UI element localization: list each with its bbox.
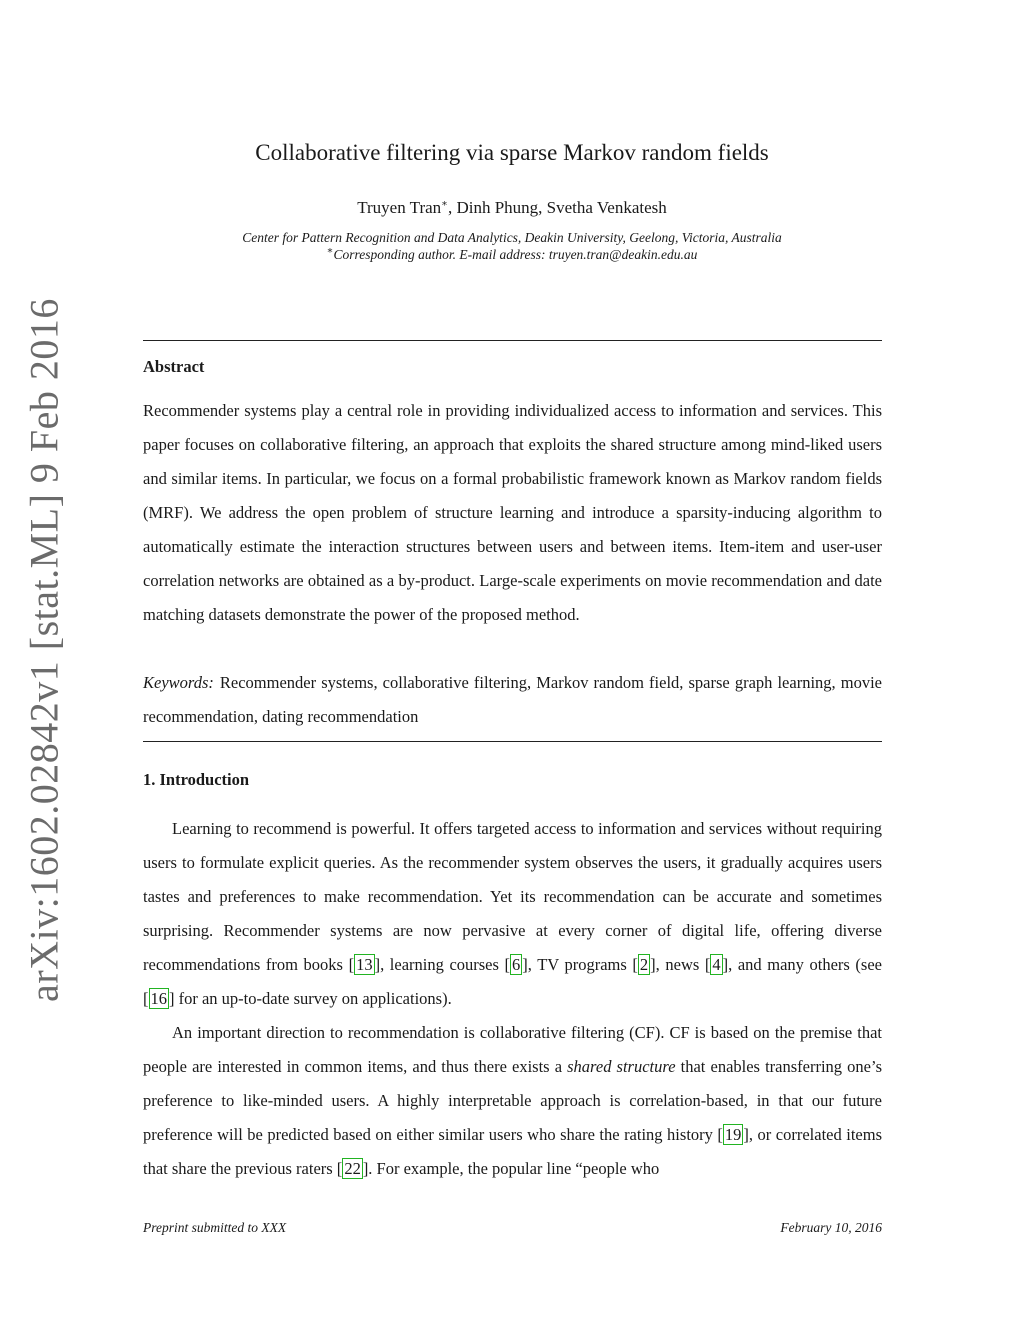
intro-p2-text-1: An important direction to recommendation is collaborative filtering (CF). CF is based on the premise that people are interested in common items, and thus there exists a [143, 1023, 882, 1076]
footer-preprint-note: Preprint submitted to XXX [143, 1220, 287, 1235]
corresponding-note-text: Corresponding author. E-mail address: truyen.tran@deakin.edu.au [333, 247, 698, 262]
arxiv-identifier-stamp[interactable]: arXiv:1602.02842v1 [stat.ML] 9 Feb 2016 [21, 298, 67, 1002]
paper-title: Collaborative filtering via sparse Markov random fields [255, 140, 769, 165]
keywords-label: Keywords: [143, 673, 214, 692]
footer-date: February 10, 2016 [780, 1220, 882, 1235]
corresponding-author-mark: ∗ [441, 198, 448, 210]
intro-p1-text-4: ], news [ [650, 955, 711, 974]
author-list-rest: , Dinh Phung, Svetha Venkatesh [447, 198, 667, 217]
introduction-heading: 1. Introduction [143, 770, 250, 789]
intro-p2-emphasis: shared structure [567, 1057, 676, 1076]
citation-link-6[interactable]: 6 [512, 955, 521, 974]
keywords-block [143, 666, 882, 734]
keywords-list: Recommender systems, collaborative filtering, Markov random field, sparse graph learning, movie recommendation, dating recommendation [143, 673, 882, 726]
intro-p1-text-6: ] for an up-to-date survey on applications). [169, 989, 452, 1008]
abstract-heading: Abstract [143, 357, 205, 376]
abstract-top-rule [143, 340, 882, 341]
corresponding-author-note [0, 246, 1024, 264]
intro-p2-text-4: ]. For example, the popular line “people who [362, 1159, 660, 1178]
intro-p2-text-3: ], or correlated items that share the previous raters [ [143, 1125, 882, 1178]
intro-paragraph-2 [143, 1016, 882, 1186]
author-list [0, 197, 1024, 219]
author-list-first: Truyen Tran [357, 198, 442, 217]
citation-link-22[interactable]: 22 [344, 1159, 361, 1178]
intro-p1-text-1: Learning to recommend is powerful. It offers targeted access to information and services without requiring users to formulate explicit queries. As the recommender system observes the users, it gradually acquires users tastes and preferences to make recommendation. Yet its recommendation can be accurate and sometimes surprising. Recommender systems are now pervasive at every corner of digital life, offering diverse recommendations from books [ [143, 819, 882, 974]
citation-link-2[interactable]: 2 [639, 955, 649, 974]
intro-p1-text-5: ], and many others (see [ [143, 955, 882, 1008]
citation-link-19[interactable]: 19 [724, 1125, 742, 1144]
intro-p1-text-3: ], TV programs [ [522, 955, 638, 974]
citation-link-4[interactable]: 4 [712, 955, 721, 974]
abstract-body: Recommender systems play a central role in providing individualized access to information and services. This paper focuses on collaborative filtering, an approach that exploits the shared structure among mind-liked users and similar items. In particular, we focus on a formal probabilistic framework known as Markov random fields (MRF). We address the open problem of structure learning and introduce a sparsity-inducing algorithm to automatically estimate the interaction structures between users and between items. Item-item and user-user correlation networks are obtained as a by-product. Large-scale experiments on movie recommendation and date matching datasets demonstrate the power of the proposed method. [143, 401, 882, 624]
corresponding-note-mark: ∗ [326, 245, 334, 257]
citation-link-13[interactable]: 13 [356, 955, 373, 974]
citation-link-16[interactable]: 16 [150, 989, 167, 1008]
abstract-bottom-rule [143, 741, 882, 742]
intro-p1-text-2: ], learning courses [ [374, 955, 511, 974]
intro-paragraph-1 [143, 812, 882, 1016]
intro-p2-text-2: that enables transferring one’s preference to like-minded users. A highly interpretable approach is correlation-based, in that our future preference will be predicted based on either similar users who share the rating history [ [143, 1057, 882, 1144]
author-affiliation: Center for Pattern Recognition and Data Analytics, Deakin University, Geelong, Victoria, Australia [242, 230, 782, 245]
